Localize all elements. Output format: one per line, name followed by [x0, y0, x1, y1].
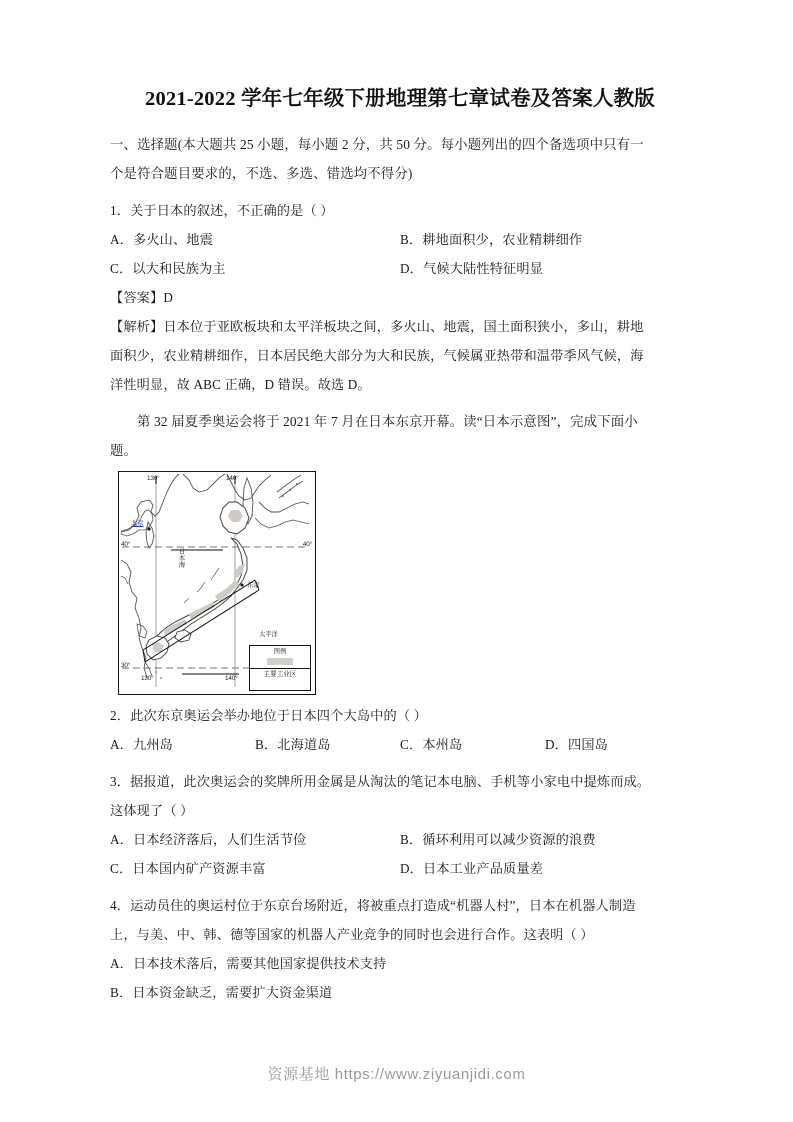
- spacer: [110, 883, 690, 891]
- passage-line-1: 第 32 届夏季奥运会将于 2021 年 7 月在日本东京开幕。读“日本示意图”，完成下面小: [137, 413, 638, 429]
- footer-watermark: 资源基地 https://www.ziyuanjidi.com: [267, 1066, 526, 1083]
- map-legend: [249, 645, 311, 691]
- option-b[interactable]: B．循环利用可以减少资源的浪费: [400, 831, 596, 847]
- option-d[interactable]: D．日本工业产品质量差: [400, 860, 544, 876]
- option-b[interactable]: B．北海道岛: [255, 736, 331, 752]
- question-1-answer: 【答案】D: [110, 289, 174, 305]
- section-intro-line-1: 一、选择题(本大题共 25 小题，每小题 2 分，共 50 分。每小题列出的四个备选项中只有一: [110, 136, 644, 152]
- option-c[interactable]: C．日本国内矿产资源丰富: [110, 860, 266, 876]
- option-c[interactable]: C．本州岛: [400, 736, 463, 752]
- map-label-longitude-130-top: 130°: [147, 474, 160, 482]
- option-a[interactable]: A．九州岛: [110, 736, 174, 752]
- spacer: [110, 759, 690, 767]
- question-2-options: [110, 730, 690, 759]
- question-3-options-row-1: [110, 825, 690, 854]
- map-label-latitude-40-left: 40°: [121, 540, 131, 548]
- question-4-stem-line-1: 4．运动员住的奥运村位于东京台场附近，将被重点打造成“机器人村”，日本在机器人制造: [110, 897, 636, 913]
- question-4-stem-line-2: 上，与美、中、韩、德等国家的机器人产业竞争的同时也会进行合作。这表明（ ）: [110, 926, 594, 942]
- option-a[interactable]: A．多火山、地震: [110, 231, 214, 247]
- legend-item-label: 主要工业区: [250, 668, 310, 678]
- map-label-sea-of-japan: 日本海: [177, 547, 185, 567]
- section-intro-line-2: 个是符合题目要求的，不选、多选、错选均不得分): [110, 165, 413, 181]
- question-1-stem: 1．关于日本的叙述，不正确的是（ ）: [110, 202, 334, 218]
- question-1-explanation-line-1: 【解析】日本位于亚欧板块和太平洋板块之间，多火山、地震，国土面积狭小，多山，耕地: [110, 318, 644, 334]
- map-label-latitude-40-right: 40°: [302, 540, 312, 548]
- question-3-stem-line-2: 这体现了（ ）: [110, 802, 194, 818]
- spacer: [110, 399, 690, 407]
- question-4-option-a[interactable]: A．日本技术落后，需要其他国家提供技术支持: [110, 955, 387, 971]
- legend-swatch-industrial-zone: [267, 658, 293, 665]
- map-label-pacific-ocean: 太平洋: [259, 630, 278, 638]
- question-1-explanation-line-3: 洋性明显，故 ABC 正确，D 错误。故选 D。: [110, 376, 371, 392]
- map-label-tokyo: 东京: [247, 581, 260, 589]
- question-1-explanation-line-2: 面积少，农业精耕细作，日本居民绝大部分为大和民族，气候属亚热带和温带季风气候，海: [110, 347, 644, 363]
- option-d[interactable]: D．四国岛: [545, 736, 609, 752]
- question-1-options-row-2: [110, 254, 690, 283]
- map-label-longitude-140-top: 140°: [226, 474, 239, 482]
- option-b[interactable]: B．耕地面积少，农业精耕细作: [400, 231, 583, 247]
- page-title: 2021-2022 学年七年级下册地理第七章试卷及答案人教版: [145, 88, 655, 110]
- option-a[interactable]: A．日本经济落后，人们生活节俭: [110, 831, 307, 847]
- map-frame: [118, 471, 316, 695]
- option-c[interactable]: C．以大和民族为主: [110, 260, 226, 276]
- map-label-longitude-130-bottom: 130°: [141, 674, 154, 682]
- legend-title: 图例: [273, 647, 287, 655]
- question-3-options-row-2: [110, 854, 690, 883]
- map-label-latitude-30-left: 30°: [121, 661, 131, 669]
- japan-schematic-map-figure: [118, 471, 314, 693]
- spacer: [110, 188, 690, 196]
- document-content: [110, 86, 690, 1007]
- question-2-stem: 2．此次东京奥运会举办地位于日本四个大岛中的（ ）: [110, 707, 427, 723]
- option-d[interactable]: D．气候大陆性特征明显: [400, 260, 544, 276]
- map-label-longitude-140-bottom: 140°: [225, 674, 238, 682]
- question-1-options-row-1: [110, 225, 690, 254]
- map-label-beijing: 北京: [131, 519, 144, 527]
- question-4-option-b[interactable]: B．日本资金缺乏，需要扩大资金渠道: [110, 984, 333, 1000]
- question-3-stem-line-1: 3．据报道，此次奥运会的奖牌所用金属是从淘汰的笔记本电脑、手机等小家电中提炼而成。: [110, 773, 651, 789]
- passage-line-2: 题。: [110, 442, 138, 458]
